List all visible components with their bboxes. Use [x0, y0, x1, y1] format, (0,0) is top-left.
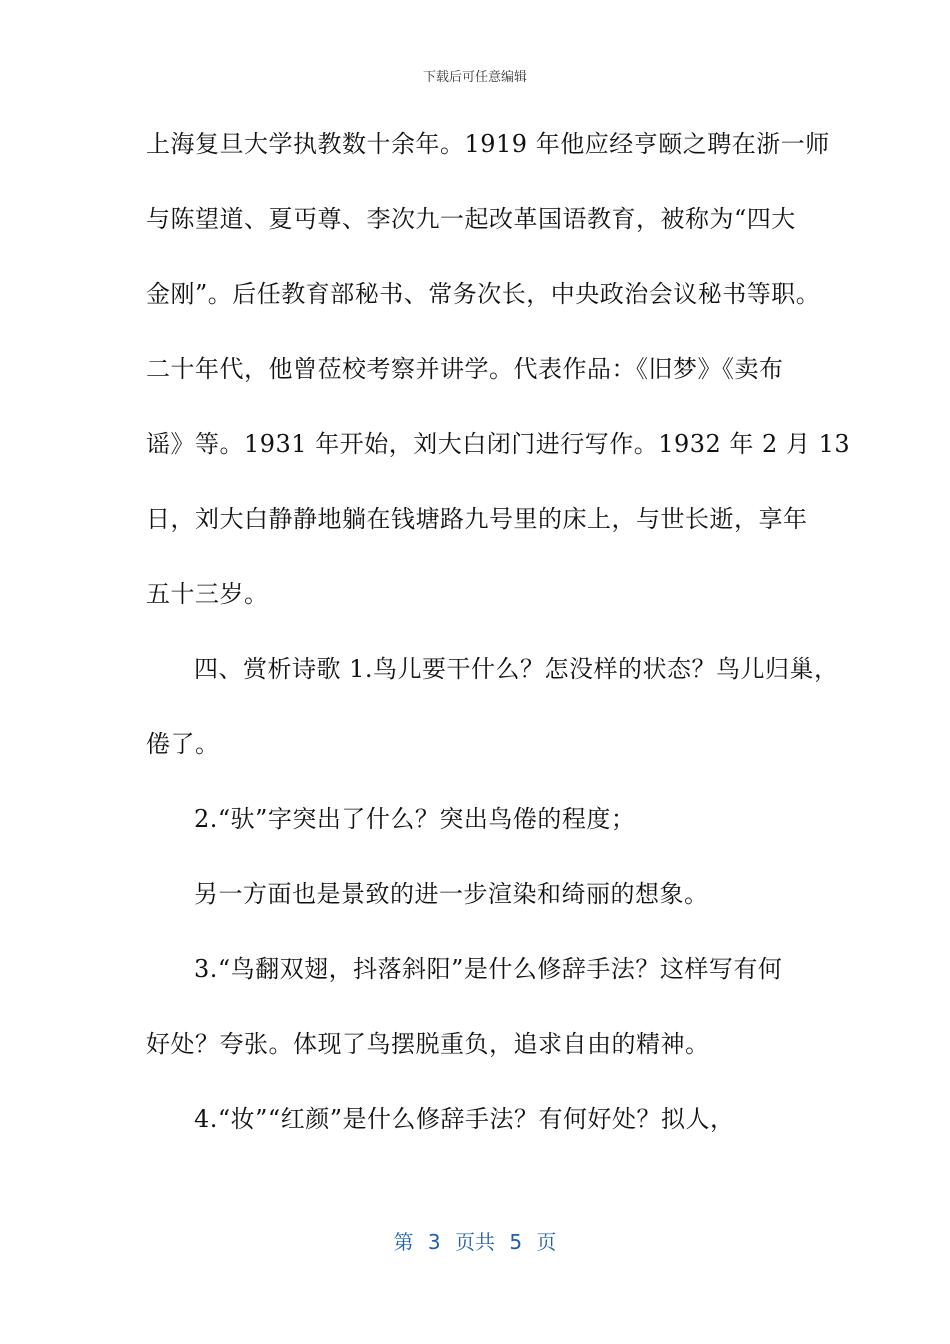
- page-number: 第 3 页共 5 页: [393, 1230, 557, 1254]
- text-line: 二十年代，他曾莅校考察并讲学。代表作品：《旧梦》《卖布: [146, 355, 784, 383]
- text-line: 好处？夸张。体现了鸟摆脱重负，追求自由的精神。: [146, 1030, 710, 1058]
- document-body: [146, 124, 851, 1174]
- text-line: 四、赏析诗歌 1.鸟儿要干什么？怎没样的状态？鸟儿归巢，: [194, 655, 839, 683]
- text-line: 2.“驮”字突出了什么？突出鸟倦的程度；: [194, 805, 636, 833]
- text-line: 日，刘大白静静地躺在钱塘路九号里的床上，与世长逝，享年: [146, 505, 808, 533]
- page-header-note: 下载后可任意编辑: [422, 70, 527, 85]
- text-line: 与陈望道、夏丏尊、李次九一起改革国语教育，被称为“四大: [146, 205, 796, 233]
- text-line: 上海复旦大学执教数十余年。1919 年他应经亨颐之聘在浙一师: [146, 130, 830, 158]
- text-line: 3.“鸟翻双翅，抖落斜阳”是什么修辞手法？这样写有何: [194, 955, 783, 983]
- text-line: 五十三岁。: [146, 580, 269, 608]
- text-line: 金刚”。后任教育部秘书、常务次长，中央政治会议秘书等职。: [146, 280, 821, 308]
- text-line: 倦了。: [146, 730, 220, 758]
- text-line: 另一方面也是景致的进一步渲染和绮丽的想象。: [194, 880, 709, 908]
- text-line: 4.“妆”“红颜”是什么修辞手法？有何好处？拟人，: [194, 1105, 735, 1133]
- text-line: 谣》等。1931 年开始，刘大白闭门进行写作。1932 年 2 月 13: [146, 430, 851, 458]
